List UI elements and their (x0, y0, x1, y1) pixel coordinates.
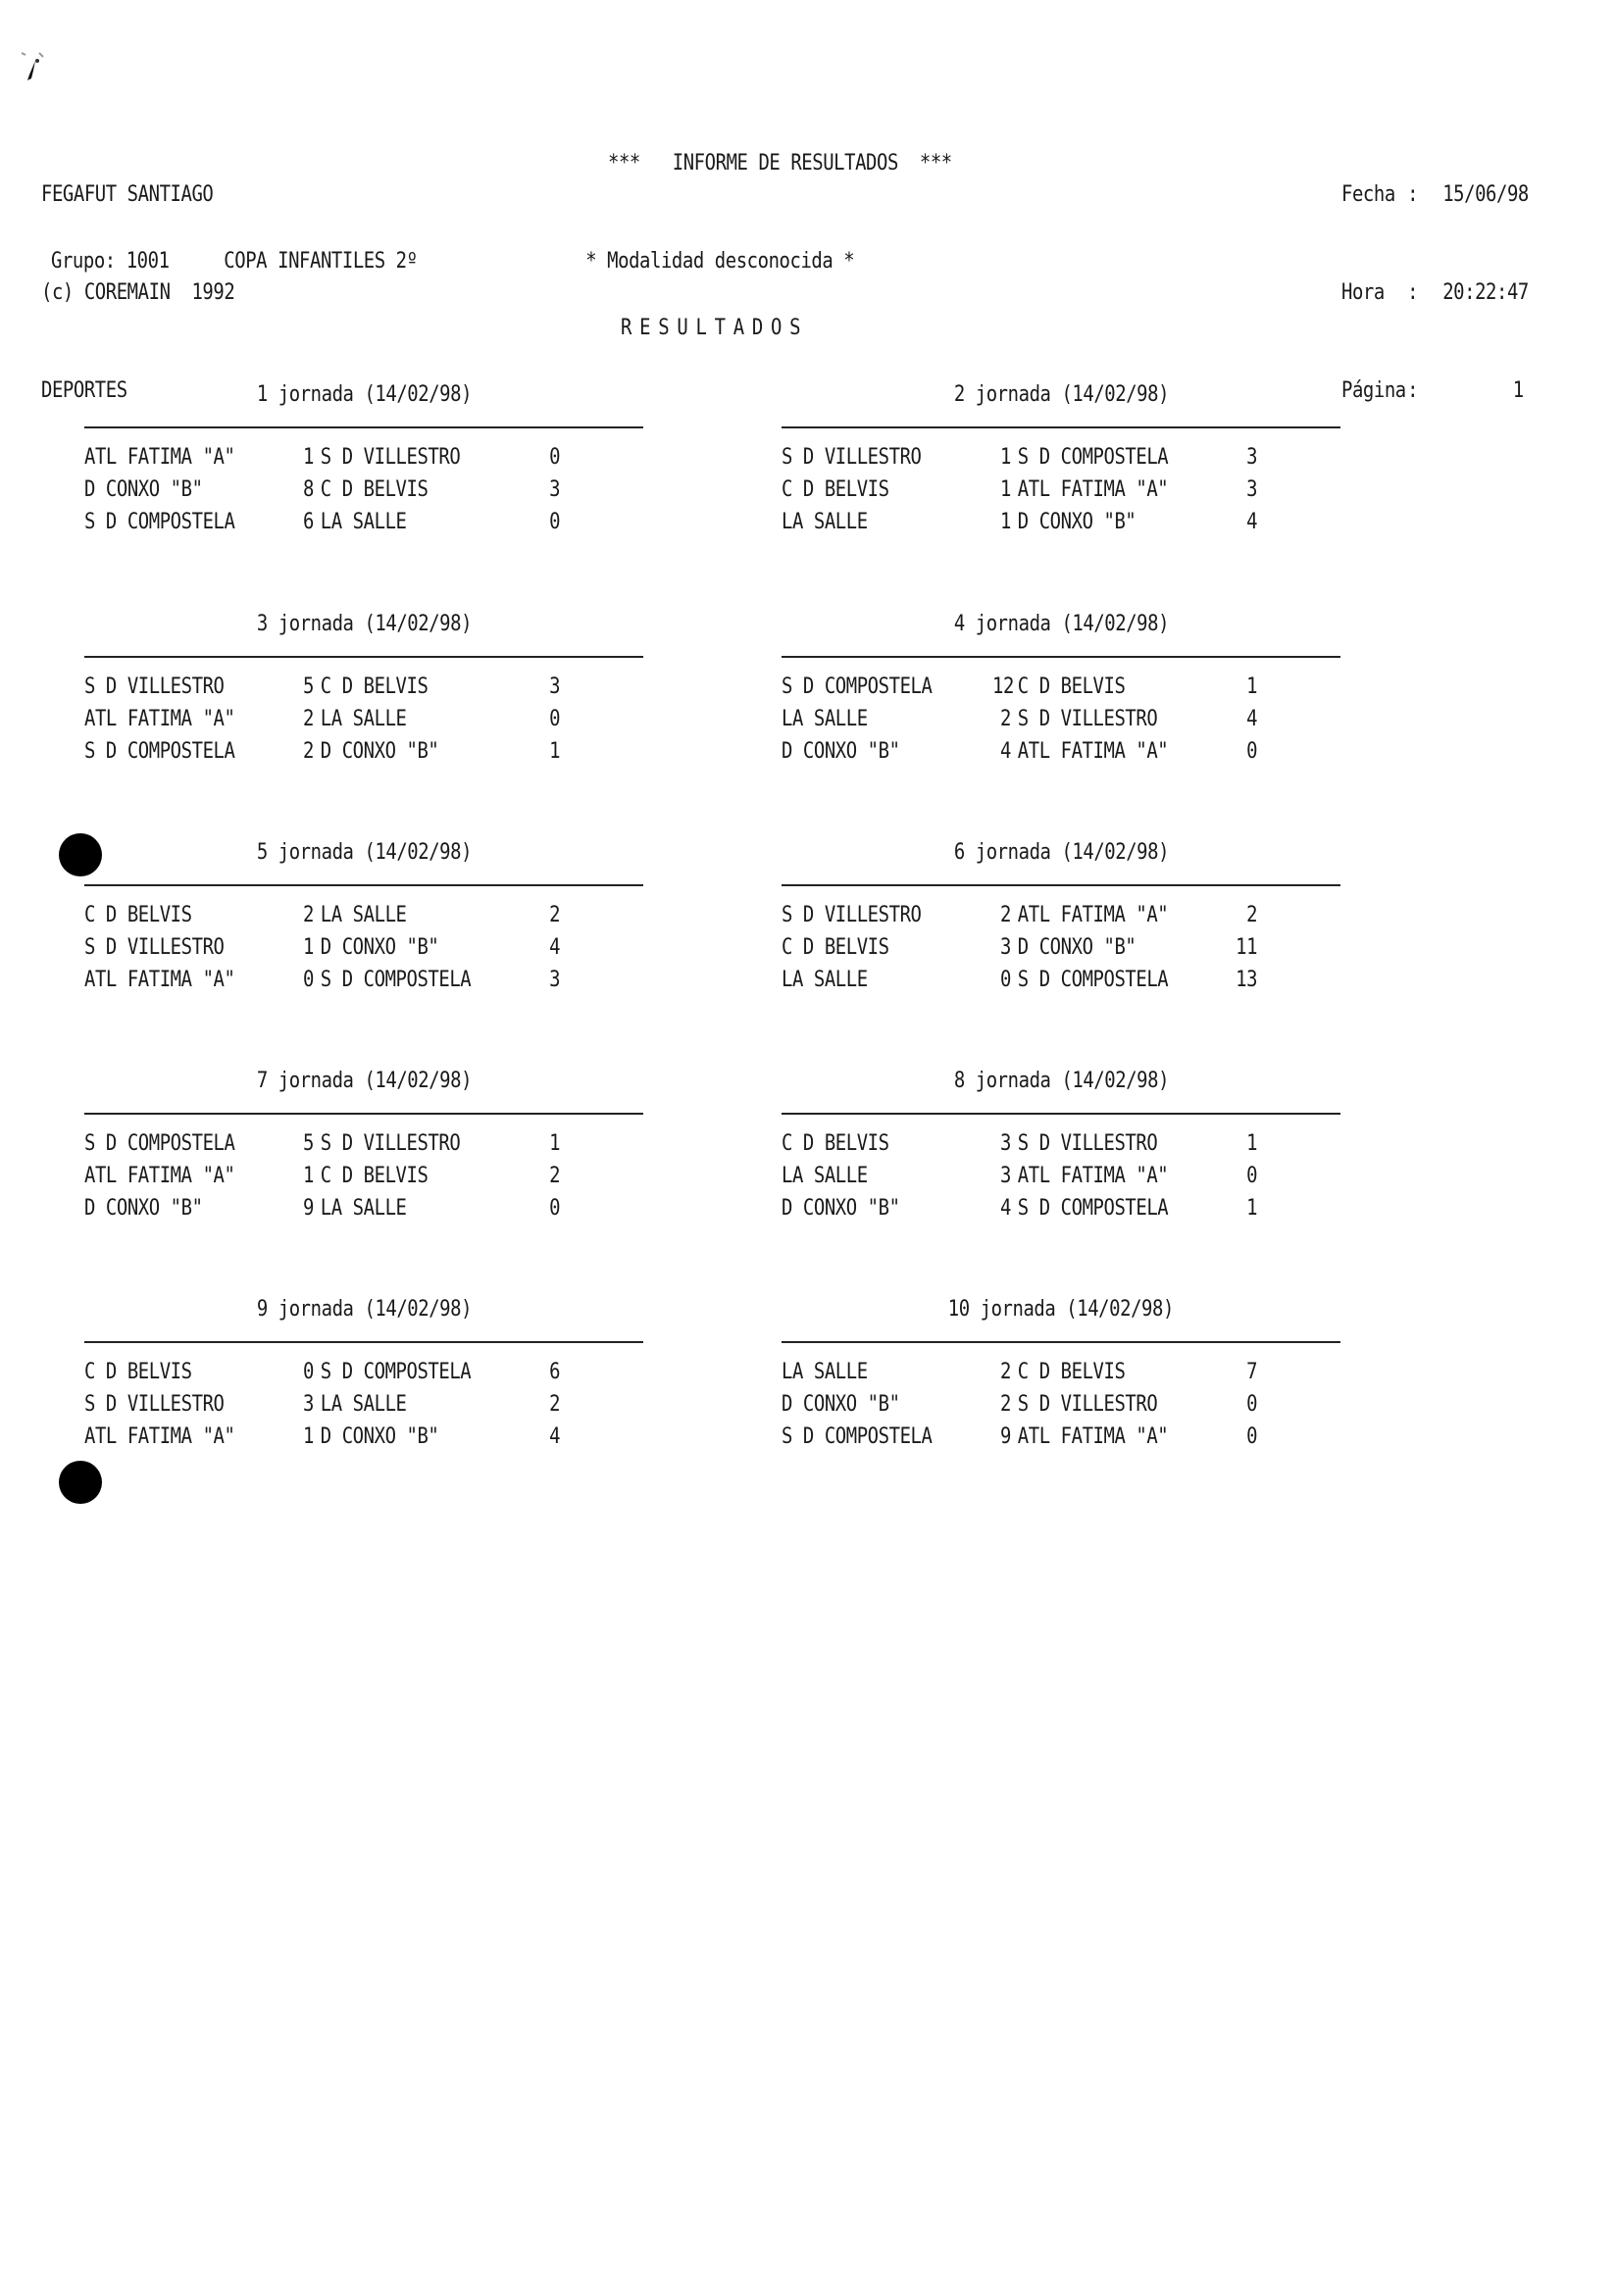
away-team: S D COMPOSTELA (1017, 445, 1169, 470)
match-row (782, 899, 1339, 931)
home-score: 1 (999, 477, 1011, 502)
away-score: 1 (1246, 1131, 1258, 1156)
home-score: 2 (999, 1392, 1011, 1417)
away-score: 2 (549, 1392, 561, 1417)
away-score: 0 (1246, 1164, 1258, 1188)
home-score: 12 (992, 674, 1014, 699)
away-score: 2 (549, 903, 561, 927)
jornada-divider (84, 426, 643, 428)
match-row (782, 506, 1339, 538)
home-score: 0 (302, 1360, 314, 1384)
copyright-line: (c) COREMAIN 1992 (41, 280, 235, 305)
match-row (84, 899, 642, 931)
away-score: 4 (1246, 510, 1258, 534)
jornada-title: 3 jornada (14/02/98) (256, 612, 472, 636)
punch-hole-icon (59, 833, 102, 876)
match-row (782, 671, 1339, 703)
match-row (84, 441, 642, 474)
match-row (84, 1356, 642, 1388)
jornada-title: 7 jornada (14/02/98) (256, 1069, 472, 1093)
away-team: D CONXO "B" (1017, 935, 1136, 960)
away-team: LA SALLE (320, 1392, 407, 1417)
away-score: 3 (549, 477, 561, 502)
away-team: LA SALLE (320, 707, 407, 731)
away-team: LA SALLE (320, 903, 407, 927)
match-row (782, 1421, 1339, 1453)
jornada-title: 8 jornada (14/02/98) (953, 1069, 1169, 1093)
home-score: 2 (999, 1360, 1011, 1384)
match-row (782, 1356, 1339, 1388)
home-score: 2 (999, 707, 1011, 731)
meta-sep: : (1407, 182, 1419, 207)
away-team: D CONXO "B" (320, 935, 439, 960)
meta-value-date: 15/06/98 (1442, 182, 1529, 207)
home-score: 6 (302, 510, 314, 534)
home-team: ATL FATIMA "A" (84, 1424, 235, 1449)
away-team: S D VILLESTRO (320, 445, 461, 470)
match-row (782, 931, 1339, 964)
away-score: 0 (1246, 1392, 1258, 1417)
home-team: C D BELVIS (84, 903, 192, 927)
home-score: 2 (302, 903, 314, 927)
home-team: S D VILLESTRO (84, 935, 225, 960)
jornada-divider (84, 1113, 643, 1115)
away-team: D CONXO "B" (1017, 510, 1136, 534)
meta-row-fecha (1341, 178, 1529, 212)
home-score: 5 (302, 674, 314, 699)
match-row (782, 703, 1339, 735)
home-score: 3 (999, 935, 1011, 960)
match-row (84, 931, 642, 964)
home-team: C D BELVIS (84, 1360, 192, 1384)
meta-key: Hora (1341, 280, 1385, 305)
away-team: S D VILLESTRO (1017, 1131, 1158, 1156)
away-score: 1 (1246, 674, 1258, 699)
match-row (84, 1388, 642, 1421)
home-team: D CONXO "B" (84, 1196, 203, 1221)
home-score: 8 (302, 477, 314, 502)
jornada-divider (782, 1341, 1340, 1343)
home-team: C D BELVIS (782, 935, 889, 960)
match-row (782, 964, 1339, 996)
section-title: RESULTADOS (621, 316, 809, 340)
home-team: D CONXO "B" (84, 477, 203, 502)
jornada-divider (84, 1341, 643, 1343)
away-team: LA SALLE (320, 510, 407, 534)
jornada-divider (782, 656, 1340, 658)
jornada-title: 4 jornada (14/02/98) (953, 612, 1169, 636)
away-score: 0 (1246, 1424, 1258, 1449)
meta-sep: : (1407, 378, 1419, 403)
home-team: C D BELVIS (782, 1131, 889, 1156)
match-row (782, 474, 1339, 506)
away-score: 0 (549, 707, 561, 731)
home-score: 9 (302, 1196, 314, 1221)
home-team: LA SALLE (782, 1360, 868, 1384)
away-score: 1 (549, 739, 561, 764)
home-score: 0 (302, 968, 314, 992)
away-score: 4 (549, 1424, 561, 1449)
away-team: C D BELVIS (320, 674, 429, 699)
org-name: FEGAFUT SANTIAGO (41, 182, 214, 207)
home-score: 1 (999, 510, 1011, 534)
match-row (782, 1127, 1339, 1160)
jornada-divider (782, 884, 1340, 886)
home-score: 2 (999, 903, 1011, 927)
away-team: C D BELVIS (320, 1164, 429, 1188)
home-score: 2 (302, 739, 314, 764)
meta-row-pagina (1341, 374, 1524, 408)
match-row (84, 703, 642, 735)
home-team: ATL FATIMA "A" (84, 968, 235, 992)
meta-key: Fecha (1341, 182, 1395, 207)
away-team: ATL FATIMA "A" (1017, 477, 1169, 502)
punch-hole-icon (59, 1461, 102, 1504)
home-team: S D COMPOSTELA (84, 1131, 235, 1156)
home-score: 2 (302, 707, 314, 731)
away-score: 3 (549, 674, 561, 699)
jornada-title: 6 jornada (14/02/98) (953, 840, 1169, 865)
away-score: 2 (1246, 903, 1258, 927)
home-score: 4 (999, 1196, 1011, 1221)
away-team: S D VILLESTRO (1017, 707, 1158, 731)
away-team: LA SALLE (320, 1196, 407, 1221)
home-team: LA SALLE (782, 968, 868, 992)
away-score: 0 (1246, 739, 1258, 764)
home-score: 1 (302, 1164, 314, 1188)
away-score: 1 (549, 1131, 561, 1156)
jornada-divider (782, 426, 1340, 428)
home-team: S D COMPOSTELA (84, 510, 235, 534)
jornada-divider (84, 656, 643, 658)
match-row (84, 506, 642, 538)
home-score: 3 (999, 1131, 1011, 1156)
away-team: C D BELVIS (1017, 1360, 1126, 1384)
home-score: 3 (999, 1164, 1011, 1188)
jornada-title: 2 jornada (14/02/98) (953, 382, 1169, 407)
away-team: S D COMPOSTELA (320, 1360, 472, 1384)
home-team: ATL FATIMA "A" (84, 445, 235, 470)
home-team: D CONXO "B" (782, 1196, 900, 1221)
home-team: D CONXO "B" (782, 739, 900, 764)
away-team: S D COMPOSTELA (1017, 1196, 1169, 1221)
modalidad: * Modalidad desconocida * (585, 249, 855, 274)
home-team: S D COMPOSTELA (782, 674, 933, 699)
home-team: D CONXO "B" (782, 1392, 900, 1417)
away-score: 7 (1246, 1360, 1258, 1384)
match-row (84, 671, 642, 703)
match-row (84, 964, 642, 996)
home-score: 1 (999, 445, 1011, 470)
match-row (84, 1127, 642, 1160)
header-meta (1341, 114, 1529, 473)
jornada-title: 9 jornada (14/02/98) (256, 1297, 472, 1322)
home-team: LA SALLE (782, 707, 868, 731)
department-line: DEPORTES (41, 378, 127, 403)
away-score: 13 (1236, 968, 1258, 992)
away-team: S D COMPOSTELA (1017, 968, 1169, 992)
away-score: 0 (549, 510, 561, 534)
away-team: S D VILLESTRO (1017, 1392, 1158, 1417)
away-team: S D COMPOSTELA (320, 968, 472, 992)
jornada-title: 1 jornada (14/02/98) (256, 382, 472, 407)
away-team: ATL FATIMA "A" (1017, 1424, 1169, 1449)
match-row (782, 1192, 1339, 1224)
meta-value-time: 20:22:47 (1442, 280, 1529, 305)
jornada-divider (782, 1113, 1340, 1115)
away-score: 3 (549, 968, 561, 992)
staple-mark-icon (18, 51, 47, 90)
home-team: LA SALLE (782, 510, 868, 534)
home-score: 9 (999, 1424, 1011, 1449)
home-team: S D VILLESTRO (782, 903, 922, 927)
competition-name: COPA INFANTILES 2º (224, 249, 418, 274)
home-score: 3 (302, 1392, 314, 1417)
away-team: D CONXO "B" (320, 1424, 439, 1449)
home-team: S D COMPOSTELA (782, 1424, 933, 1449)
away-score: 4 (1246, 707, 1258, 731)
home-team: C D BELVIS (782, 477, 889, 502)
match-row (84, 1160, 642, 1192)
home-team: ATL FATIMA "A" (84, 707, 235, 731)
match-row (782, 441, 1339, 474)
report-title: *** INFORME DE RESULTADOS *** (608, 151, 952, 175)
match-row (782, 735, 1339, 768)
away-team: C D BELVIS (1017, 674, 1126, 699)
away-score: 0 (549, 1196, 561, 1221)
match-row (782, 1388, 1339, 1421)
match-row (84, 474, 642, 506)
match-row (84, 1421, 642, 1453)
away-score: 11 (1236, 935, 1258, 960)
home-score: 1 (302, 935, 314, 960)
home-score: 1 (302, 1424, 314, 1449)
away-score: 4 (549, 935, 561, 960)
home-score: 5 (302, 1131, 314, 1156)
jornada-divider (84, 884, 643, 886)
away-team: ATL FATIMA "A" (1017, 1164, 1169, 1188)
away-team: C D BELVIS (320, 477, 429, 502)
home-team: S D VILLESTRO (84, 1392, 225, 1417)
away-score: 6 (549, 1360, 561, 1384)
match-row (782, 1160, 1339, 1192)
home-score: 1 (302, 445, 314, 470)
away-team: D CONXO "B" (320, 739, 439, 764)
home-team: S D VILLESTRO (84, 674, 225, 699)
away-team: ATL FATIMA "A" (1017, 903, 1169, 927)
home-score: 4 (999, 739, 1011, 764)
jornada-title: 10 jornada (14/02/98) (947, 1297, 1175, 1322)
meta-row-hora (1341, 276, 1529, 310)
meta-value-page: 1 (1512, 378, 1524, 403)
home-team: ATL FATIMA "A" (84, 1164, 235, 1188)
away-score: 0 (549, 445, 561, 470)
match-row (84, 735, 642, 768)
home-team: S D COMPOSTELA (84, 739, 235, 764)
away-team: ATL FATIMA "A" (1017, 739, 1169, 764)
away-score: 1 (1246, 1196, 1258, 1221)
home-team: S D VILLESTRO (782, 445, 922, 470)
away-score: 3 (1246, 477, 1258, 502)
away-team: S D VILLESTRO (320, 1131, 461, 1156)
meta-sep: : (1407, 280, 1419, 305)
jornada-title: 5 jornada (14/02/98) (256, 840, 472, 865)
away-score: 2 (549, 1164, 561, 1188)
meta-key: Página (1341, 378, 1406, 403)
home-score: 0 (999, 968, 1011, 992)
group-id: Grupo: 1001 (51, 249, 170, 274)
away-score: 3 (1246, 445, 1258, 470)
home-team: LA SALLE (782, 1164, 868, 1188)
match-row (84, 1192, 642, 1224)
